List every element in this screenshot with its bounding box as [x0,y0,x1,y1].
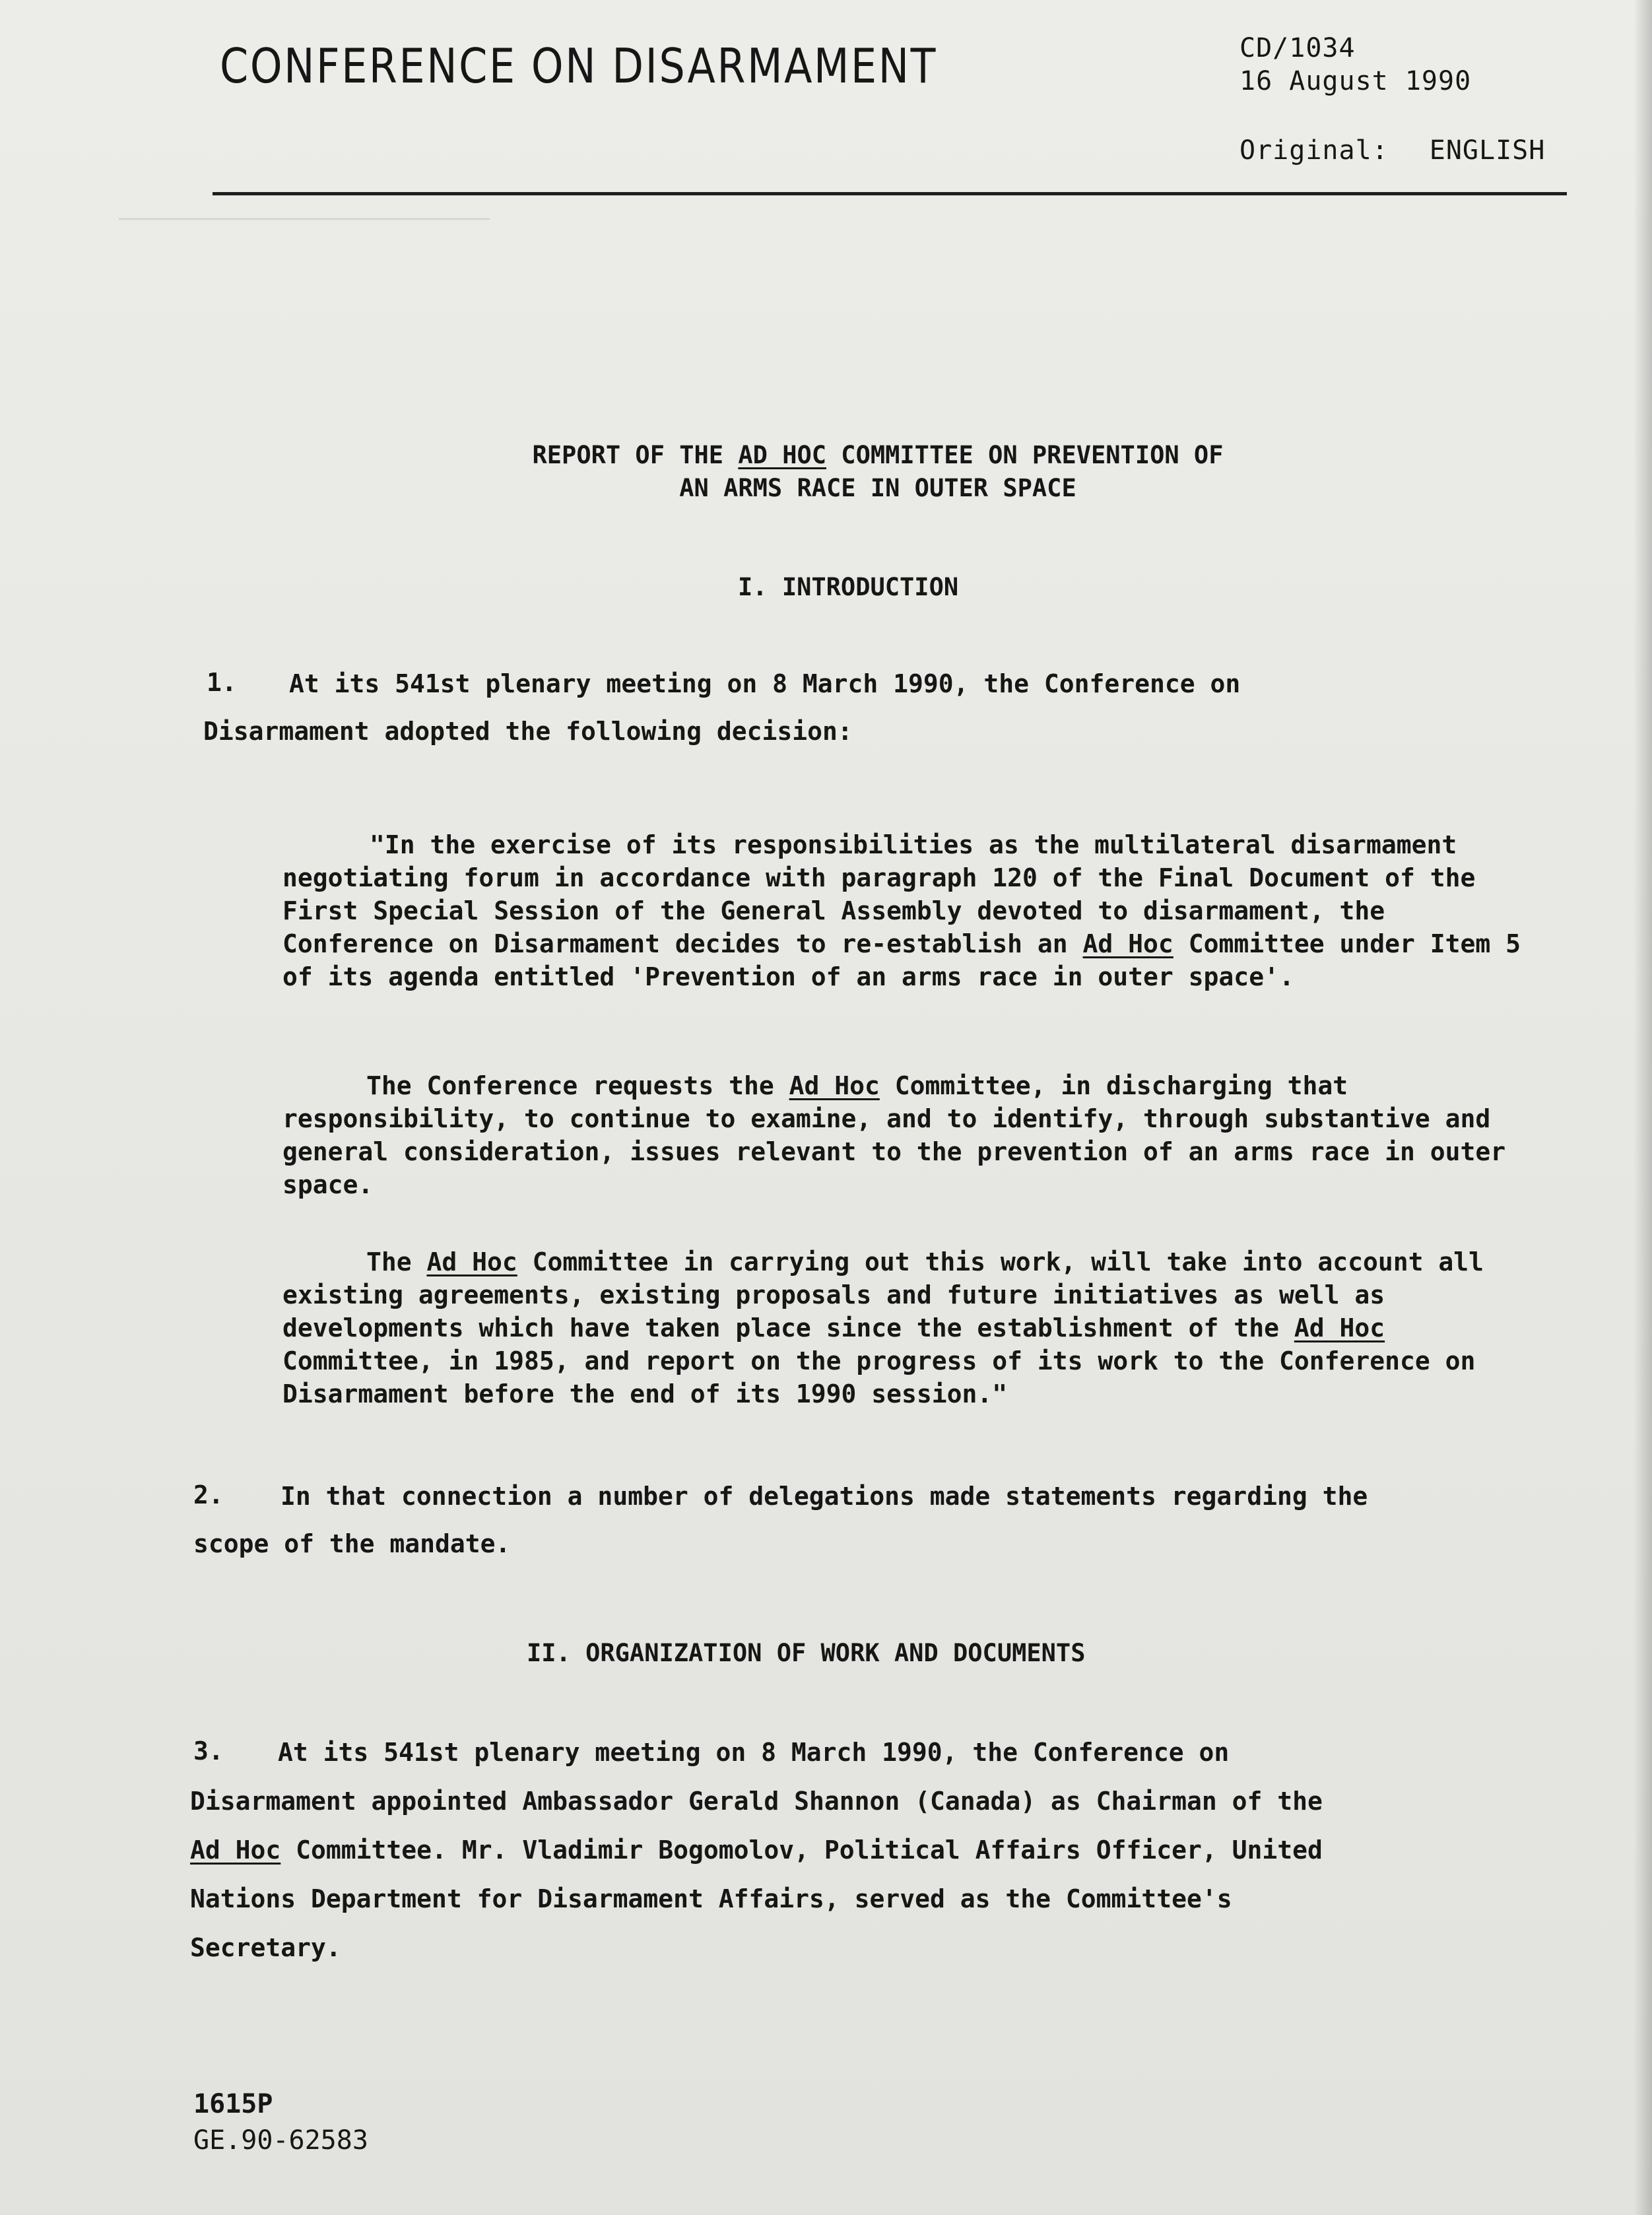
report-title-line-1: REPORT OF THE AD HOC COMMITTEE ON PREVENTION OF [532,441,1224,469]
footer-ge-number: GE.90-62583 [193,2125,368,2156]
page-edge-shadow [1634,0,1652,2215]
paragraph-1-line-1: At its 541st plenary meeting on 8 March 1990, the Conference on [289,669,1241,698]
paragraph-3-line-2: Disarmament appointed Ambassador Gerald Shannon (Canada) as Chairman of the [190,1787,1323,1816]
document-date: 16 August 1990 [1239,66,1472,96]
paragraph-3-line-3: Ad Hoc Committee. Mr. Vladimir Bogomolov, Political Affairs Officer, United [190,1835,1323,1865]
footer-code: 1615P [193,2089,273,2119]
paragraph-2-line-1: In that connection a number of delegations made statements regarding the [281,1482,1368,1511]
original-language [1239,135,1545,166]
report-title [317,439,1439,505]
paragraph-number: 1. [207,668,237,697]
document-symbol: CD/1034 [1239,33,1356,63]
decision-quote-3: The Ad Hoc Committee in carrying out this work, will take into account all existing agreements, existing proposals and future initiatives as well as developments which have taken place since the establishment of the Ad Hoc Committee, in 1985, and report on the progress of its work to the Conference on Disarmament before the end of its 1990 session." [282,1247,1484,1408]
bleed-through-texture: ────────────────────────── [119,207,490,234]
paragraph-3-line-4: Nations Department for Disarmament Affairs, served as the Committee's [190,1884,1232,1913]
paragraph-number: 3. [193,1736,224,1766]
decision-quote-2: The Conference requests the Ad Hoc Committee, in discharging that responsibility, to continue to examine, and to identify, through substantive and general consideration, issues relevant to the prevention of an arms race in outer space. [282,1071,1506,1199]
header-rule [213,192,1567,195]
original-value: ENGLISH [1429,135,1546,166]
decision-quote-1: "In the exercise of its responsibilities as the multilateral disarmament negotiating forum in accordance with paragraph 120 of the Final Document of the First Special Session of the General Assembly devoted to disarmament, the Conference on Disarmament decides to re-establish an Ad Hoc Committee under Item 5 of its agenda entitled 'Prevention of an arms race in outer space'. [282,830,1521,991]
report-title-line-2: AN ARMS RACE IN OUTER SPACE [679,474,1076,502]
paragraph-number: 2. [193,1480,224,1509]
paragraph-3-line-1: At its 541st plenary meeting on 8 March 1990, the Conference on [278,1738,1230,1767]
document-heading: CONFERENCE ON DISARMAMENT [220,38,938,94]
paragraph-1-line-2: Disarmament adopted the following decision: [203,717,853,746]
section-heading-organization: II. ORGANIZATION OF WORK AND DOCUMENTS [527,1639,1086,1667]
paragraph-2-line-2: scope of the mandate. [193,1529,511,1558]
original-label: Original: [1239,135,1389,166]
section-heading-introduction: I. INTRODUCTION [738,573,959,601]
paragraph-3-line-5: Secretary. [190,1933,341,1962]
